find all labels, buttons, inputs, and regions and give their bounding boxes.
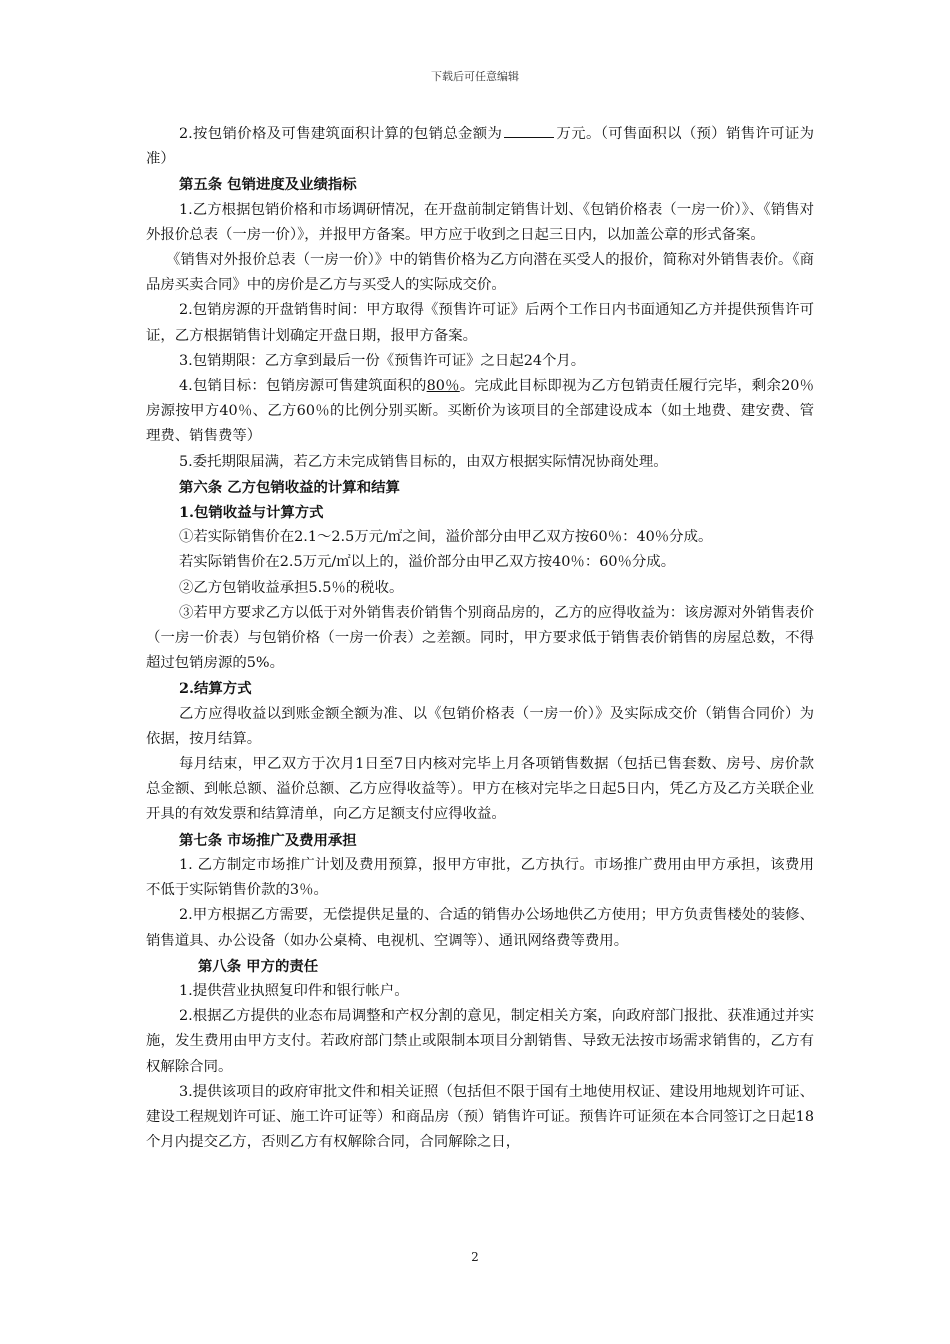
article-5-item-1: 1.乙方根据包销价格和市场调研情况，在开盘前制定销售计划、《包销价格表（一房一价）》、《销售对外报价总表（一房一价）》，并报甲方备案。甲方应于收到之日起三日内，以加盖公章的形式备案。	[146, 201, 814, 243]
article-5-item-5: 5.委托期限届满，若乙方未完成销售目标的，由双方根据实际情况协商处理。	[179, 453, 668, 470]
article-8-item-3: 3.提供该项目的政府审批文件和相关证照（包括但不限于国有土地使用权证、建设用地规划许可证、建设工程规划许可证、施工许可证等）和商品房（预）销售许可证。预售许可证须在本合同签订之日起18个月内提交乙方，否则乙方有权解除合同，合同解除之日，	[146, 1083, 814, 1151]
article-6-title: 第六条 乙方包销收益的计算和结算	[179, 478, 400, 496]
page-header: 下载后可任意编辑	[431, 70, 519, 83]
article-6-item-2: ②乙方包销收益承担5.5％的税收。	[179, 579, 404, 596]
article-6-section-2: 2.结算方式	[179, 680, 252, 698]
page-number: 2	[471, 1250, 479, 1264]
article-6-item-1: ①若实际销售价在2.1～2.5万元/㎡之间，溢价部分由甲乙双方按60％：40％分成。	[179, 529, 713, 546]
article-7-item-2: 2.甲方根据乙方需要，无偿提供足量的、合适的销售办公场地供乙方使用；甲方负责售楼处的装修、销售道具、办公设备（如办公桌椅、电视机、空调等）、通讯网络费等费用。	[146, 907, 814, 949]
article-7-title: 第七条 市场推广及费用承担	[179, 831, 357, 849]
article-5-title: 第五条 包销进度及业绩指标	[179, 176, 357, 194]
article-6-item-1b: 若实际销售价在2.5万元/㎡以上的，溢价部分由甲乙双方按40％：60％分成。	[179, 554, 676, 571]
article-8-title: 第八条 甲方的责任	[198, 957, 319, 975]
article-8-item-1: 1.提供营业执照复印件和银行帐户。	[179, 982, 409, 999]
article-6-section-1: 1.包销收益与计算方式	[179, 504, 324, 522]
text: 。完成此目标即视为乙方包销责任履行完毕，剩余20％房源按甲方40％、乙方60％的比例分别买断。买断价为该项目的全部建设成本（如土地费、建安费、管理费、销售费等）	[146, 378, 814, 445]
article-8-item-2: 2.根据乙方提供的业态布局调整和产权分割的意见，制定相关方案，向政府部门报批、获准通过并实施，发生费用由甲方支付。若政府部门禁止或限制本项目分割销售、导致无法按市场需求销售的，乙方有权解除合同。	[146, 1008, 814, 1075]
text: 万元。（可售面积以（预）销售许可证为准）	[146, 126, 814, 168]
article-5-item-4	[146, 374, 814, 450]
text: 4.包销目标：包销房源可售建筑面积的	[179, 378, 427, 395]
blank-amount-field	[504, 123, 554, 138]
article-5-item-2: 2.包销房源的开盘销售时间：甲方取得《预售许可证》后两个工作日内书面通知乙方并提供预售许可证，乙方根据销售计划确定开盘日期，报甲方备案。	[146, 302, 814, 344]
article-6-item-3: ③若甲方要求乙方以低于对外销售表价销售个别商品房的，乙方的应得收益为：该房源对外销售表价（一房一价表）与包销价格（一房一价表）之差额。同时，甲方要求低于销售表价销售的房屋总数，不得超过包销房源的5%。	[146, 604, 814, 672]
article-5-item-3: 3.包销期限：乙方拿到最后一份《预售许可证》之日起24个月。	[179, 352, 586, 369]
article-5-item-1-note: 《销售对外报价总表（一房一价）》中的销售价格为乙方向潜在买受人的报价，简称对外销售表价。《商品房买卖合同》中的房价是乙方与买受人的实际成交价。	[146, 252, 814, 294]
target-percentage: 80％	[426, 378, 460, 395]
article-6-item-5: 每月结束，甲乙双方于次月1日至7日内核对完毕上月各项销售数据（包括已售套数、房号、房价款总金额、到帐总额、溢价总额、乙方应得收益等）。甲方在核对完毕之日起5日内，凭乙方及乙方关联企业开具的有效发票和结算清单，向乙方足额支付应得收益。	[146, 756, 814, 823]
article-7-item-1: 1. 乙方制定市场推广计划及费用预算，报甲方审批，乙方执行。市场推广费用由甲方承担，该费用不低于实际销售价款的3％。	[146, 856, 814, 899]
article-6-item-4: 乙方应得收益以到账金额全额为准、以《包销价格表（一房一价）》及实际成交价（销售合同价）为依据，按月结算。	[146, 705, 814, 747]
paragraph-total-amount	[146, 122, 814, 172]
text: 2.按包销价格及可售建筑面积计算的包销总金额为	[179, 126, 503, 142]
document-body	[146, 122, 814, 1155]
